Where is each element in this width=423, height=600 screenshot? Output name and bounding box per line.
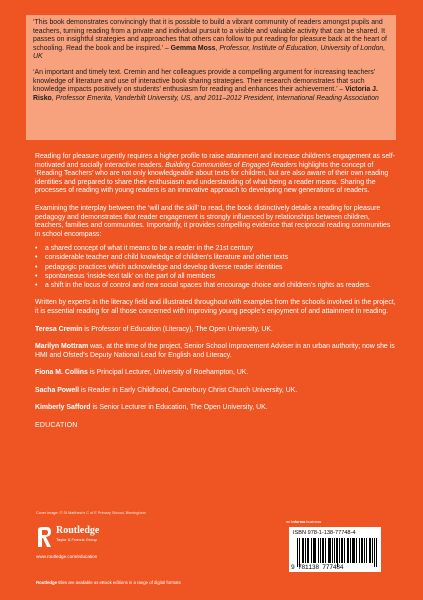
barcode-bar [376,538,377,567]
barcode-bar [299,538,300,567]
blurb [35,153,397,431]
barcode-bar [311,538,312,563]
author-desc: is Reader in Early Childhood, Canterbury Christ Church University, UK. [80,386,298,394]
isbn-number: ISBN 978-1-138-77748-4 [293,530,356,536]
barcode-bar [337,538,338,567]
barcode-bar [325,538,326,563]
publisher-logo [36,524,146,564]
barcode-bar [315,538,316,563]
author-name: Sacha Powell [35,386,80,394]
paragraph-3: Written by experts in the literacy field and illustrated throughout with examples from the schools involved in the project, it is essential reading for all those concerned with improving young people’s enjoyment of and attainment in reading. [35,299,396,315]
feature-list-item: • a shift in the locus of control and new social spaces that encourage choice and children’s rights as readers. [35,282,397,291]
informa-prefix: an [286,520,291,524]
ebook-note [36,580,181,585]
barcode-bar [305,538,306,563]
author-bio [35,387,397,396]
barcode-bar [350,538,351,563]
barcode-bar [354,538,355,563]
barcode-bar [339,538,340,563]
feature-list-item: • considerable teacher and child knowledge of children’s literature and other texts [35,254,397,263]
endorsement-1-text: ‘This book demonstrates convincingly that it is possible to build a vibrant community of readers amongst pupils and teachers, turning reading from a private and individual pursuit to a visible and valuable activity that can be shared. It passes on insightful strategies and approaches that others can follow to put reading for pleasure back at the heart of schooling. Read the book and be inspired.’ – [33,19,387,52]
author-name: Kimberly Safford [35,404,91,412]
barcode-bar [334,538,335,563]
endorsement-2-author: Victoria J. Risko [33,86,378,102]
barcode-bar [320,538,321,563]
routledge-logo-icon [36,526,53,548]
barcode-bar [308,538,309,563]
barcode-bar [303,538,304,563]
endorsement-1: ‘This book demonstrates convincingly that it is possible to build a vibrant community of readers amongst pupils and teachers, turning reading from a private and individual pursuit to a visible and valuable activity that can be shared. It passes on insightful strategies and approaches that others can follow to put reading for pleasure back at the heart of schooling. Read the book and be inspired.’ – Gemma Moss, Professor, Institute of Education, University of London, UK [33,19,387,61]
author-bio [35,369,397,378]
barcode-bar [344,538,345,563]
isbn-barcode [289,527,381,572]
feature-list-item: • spontaneous ‘inside-text talk’ on the part of all members [35,273,397,282]
publisher-tagline: Taylor & Francis Group [56,537,97,542]
barcode-bar [372,538,373,563]
barcode-bar [359,538,360,563]
author-bio [35,404,397,413]
barcode-bar [318,538,319,563]
barcode-bar [323,538,324,563]
informa-brand: informa [291,520,306,524]
author-desc: is Professor of Education (Literacy), The Open University, UK. [84,325,273,333]
feature-list-item: • pedagogic practices which acknowledge and develop diverse reader identities [35,264,397,273]
barcode-bar [366,538,367,563]
author-desc: is Senior Lecturer in Education, The Open University, UK. [92,404,268,412]
feature-list [35,245,397,290]
barcode-bar [348,538,349,563]
informa-suffix: business [306,520,322,524]
endorsement-2-affiliation: Professor Emerita, Vanderbilt University, US, and 2011–2012 President, International Reading Association [55,94,379,102]
author-name: Teresa Cremin [35,325,83,333]
barcode-digits: 9 781138 777484 [291,564,344,571]
barcode-bars [297,538,377,563]
barcode-bar [356,538,357,563]
intro-after: highlights the concept of ‘Reading Teachers’ who are not only knowledgeable about texts for children, but are also aware of their own reading identities and prepared to share their enthusiasm and understanding of what being a reader means. Sharing the processes of reading with young readers is an innovative approach to developing new generations of readers. [35,161,389,195]
barcode-bar [330,538,331,563]
barcode-bar [370,538,371,563]
barcode-bar [362,538,363,563]
publisher-name: Routledge [56,525,100,536]
author-bio [35,326,397,335]
author-name: Marilyn Mottram [35,343,89,351]
barcode-bar [342,538,343,563]
endorsement-2: ‘An important and timely text. Cremin and her colleagues provide a compelling argument for increasing teachers’ knowledge of literature and use of interactive book sharing strategies. Their research demonstrates that such knowledge impacts positively on students’ enthusiasm for reading and enhances their achievement.’ – Victoria J. Risko, Professor Emerita, Vanderbilt University, US, and 2011–2012 President, International Reading Association [33,68,379,102]
barcode-bar [332,538,333,563]
book-title: Building Communities of Engaged Readers [165,161,297,169]
feature-list-item: • a shared concept of what it means to be a reader in the 21st century [35,245,397,254]
barcode-bar [364,538,365,563]
ebook-note-brand: Routledge [36,580,58,585]
paragraph-2: Examining the interplay between the ‘will and the skill’ to read, the book distinctively details a reading for pleasure pedagogy and demonstrates that reader engagement is strongly influenced by relationships between children, teachers, families and communities. Importantly, it provides compelling evidence that reciprocal reading communities in school encompass: [35,204,391,238]
endorsement-box [26,15,396,140]
ebook-note-text: titles are available as eBook editions in a range of digital formats [58,580,181,585]
author-desc: is Principal Lecturer, University of Roehampton, UK. [89,369,249,377]
endorsement-1-author: Gemma Moss [170,44,216,52]
informa-business-label [286,520,321,524]
barcode-bar [297,538,298,567]
author-bio [35,343,397,360]
author-desc: was, at the time of the project, Senior School Improvement Adviser in an urban authority; now she is HMI and Ofsted’s Deputy National Lead for English and Literacy. [35,343,395,359]
publisher-url[interactable]: www.routledge.com/education [36,554,98,559]
intro-before: Reading for pleasure urgently requires a higher profile to raise attainment and increase children’s engagement as self-motivated and socially interactive readers. [35,153,395,169]
cover-image-credit: Cover image: © St Matthew’s C of E Primary School, Birmingham [36,511,146,515]
endorsement-2-text: ‘An important and timely text. Cremin and her colleagues provide a compelling argument for increasing teachers’ knowledge of literature and use of interactive book sharing strategies. Their research demonstrates that such knowledge impacts positively on students’ enthusiasm for reading and enhances their achievement.’ – [33,68,376,94]
barcode-bar [374,538,375,567]
author-name: Fiona M. Collins [35,369,88,377]
endorsement-1-affiliation: Professor, Institute of Education, University of London, UK [33,44,386,61]
subject-category: EDUCATION [35,422,78,430]
intro-paragraph [35,153,397,196]
